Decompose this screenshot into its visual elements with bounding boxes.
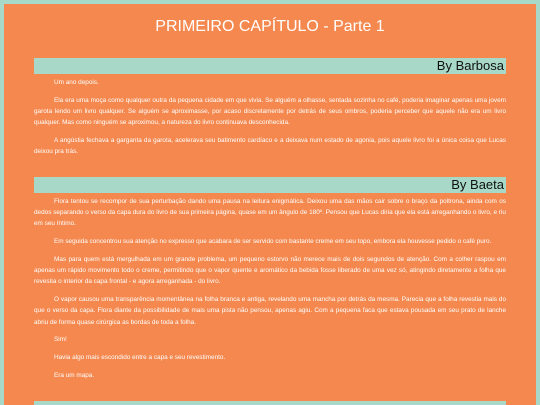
page [4,4,536,405]
author-bar-barbosa [34,58,506,74]
paragraph: Ela era uma moça como qualquer outra da pequena cidade em que vivia. Se alguém a olhasse, sentada sozinha no café, poderia imaginar apenas uma jovem garota lendo um livro qualquer. Se alguém se aproximasse, por acaso discretamente por detrás de seus ombros, poderia perceber que aquele não era um livro qualquer. Mas como ninguém se aproximou, a natureza do livro continuava desconhecida. [34,96,506,127]
chapter-title: PRIMEIRO CAPÍTULO - Parte 1 [155,18,385,35]
paragraph: Era um mapa. [54,372,95,379]
paragraph: Mas para quem está mergulhada em um grande problema, um pequeno estorvo não merece mais de dois segundos de atenção. Com a colher raspou em apenas um rápido movimento todo o creme, permitindo que o vapor quente e aromático da bebida fosse liberado de uma vez só, atingindo diretamente a folha que revestia o interior da capa frontal - e agora arreganhada - do livro. [34,256,506,286]
author-name: By Baeta [451,177,504,192]
paragraph: Um ano depois. [54,79,99,86]
paragraph: Havia algo mais escondido entre a capa e seu revestimento. [54,354,226,362]
paragraph: Sim! [54,336,67,344]
author-bar-baeta [34,177,506,193]
section-text-barbosa [34,77,506,164]
section-divider [34,401,506,405]
section-text-baeta [34,196,506,388]
paragraph: Em seguida concentrou sua atenção no expresso que acabara de ser servido com bastante creme em seu topo, embora ela houvesse pedido o café puro. [54,238,492,246]
paragraph: O vapor causou uma transparência momentânea na folha branca e antiga, revelando uma mancha por detrás da mesma. Parecia que a folha revestia mais do que o verso da capa. Flora diante da possibilidade de mais uma pista não pensou, apenas agiu. Com a pequena faca que estava pousada em seu prato de lanche abriu de forma quase cirúrgica as bordas de toda a folha. [34,296,506,326]
paragraph: A angústia fechava a garganta da garota, acelerava seu batimento cardíaco e a deixava num estado de agonia, pois aquele livro foi a única coisa que Lucas deixou pra trás. [34,137,506,156]
paragraph: Flora tentou se recompor de sua perturbação dando uma pausa na leitura enigmática. Deixou uma das mãos cair sobre o braço da poltrona, ainda com os dedos separando o verso da capa dura do livro de sua primeira página, quase em um ângulo de 180º. Pensou que Lucas diria que ela está arreganhando o livro, e riu em seu íntimo. [34,198,506,228]
author-name: By Barbosa [436,58,504,73]
